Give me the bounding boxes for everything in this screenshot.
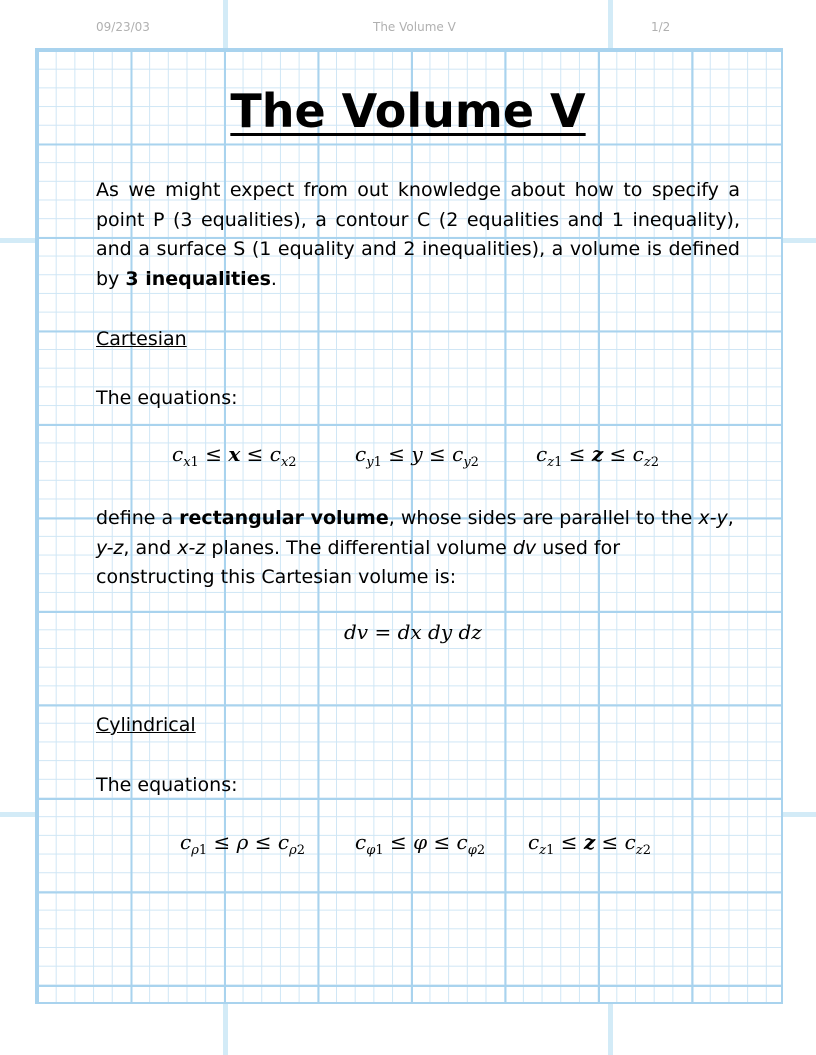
- emphasis: rectangular volume: [179, 507, 389, 529]
- page-title: The Volume V: [230, 84, 586, 138]
- equation-z: $c_{z1} \le z \le c_{z2}$: [528, 830, 652, 858]
- cartesian-paragraph: define a rectangular volume, whose sides are parallel to the x-y, y-z, and x-z planes. The differential volume dv used for constructing this Cartesian volume is:: [96, 507, 734, 588]
- equation-z: $c_{z1} \le z \le c_{z2}$: [536, 442, 660, 470]
- equations-label: The equations:: [96, 774, 238, 796]
- header-page: 1/2: [651, 20, 671, 34]
- section-heading-cartesian: Cartesian: [96, 328, 187, 350]
- header-date: 09/23/03: [96, 20, 150, 34]
- intro-paragraph: As we might expect from out knowledge about how to specify a point P (3 equalities), a contour C (2 equalities and 1 inequality), and a surface S (1 equality and 2 inequalities), a volume is defined by 3 inequalities.: [96, 179, 740, 290]
- header-title: The Volume V: [373, 20, 456, 34]
- equation-x: $c_{x1} \le x \le c_{x2}$: [172, 442, 297, 470]
- equation-rho: $c_{\rho 1} \le \rho \le c_{\rho 2}$: [180, 830, 306, 858]
- equation-y: $c_{y1} \le y \le c_{y2}$: [355, 442, 479, 470]
- equations-label: The equations:: [96, 387, 238, 409]
- section-heading-cylindrical: Cylindrical: [96, 714, 196, 736]
- emphasis: 3 inequalities: [125, 267, 271, 290]
- equation-phi: $c_{\varphi 1} \le \varphi \le c_{\varphi 2}$: [355, 830, 486, 858]
